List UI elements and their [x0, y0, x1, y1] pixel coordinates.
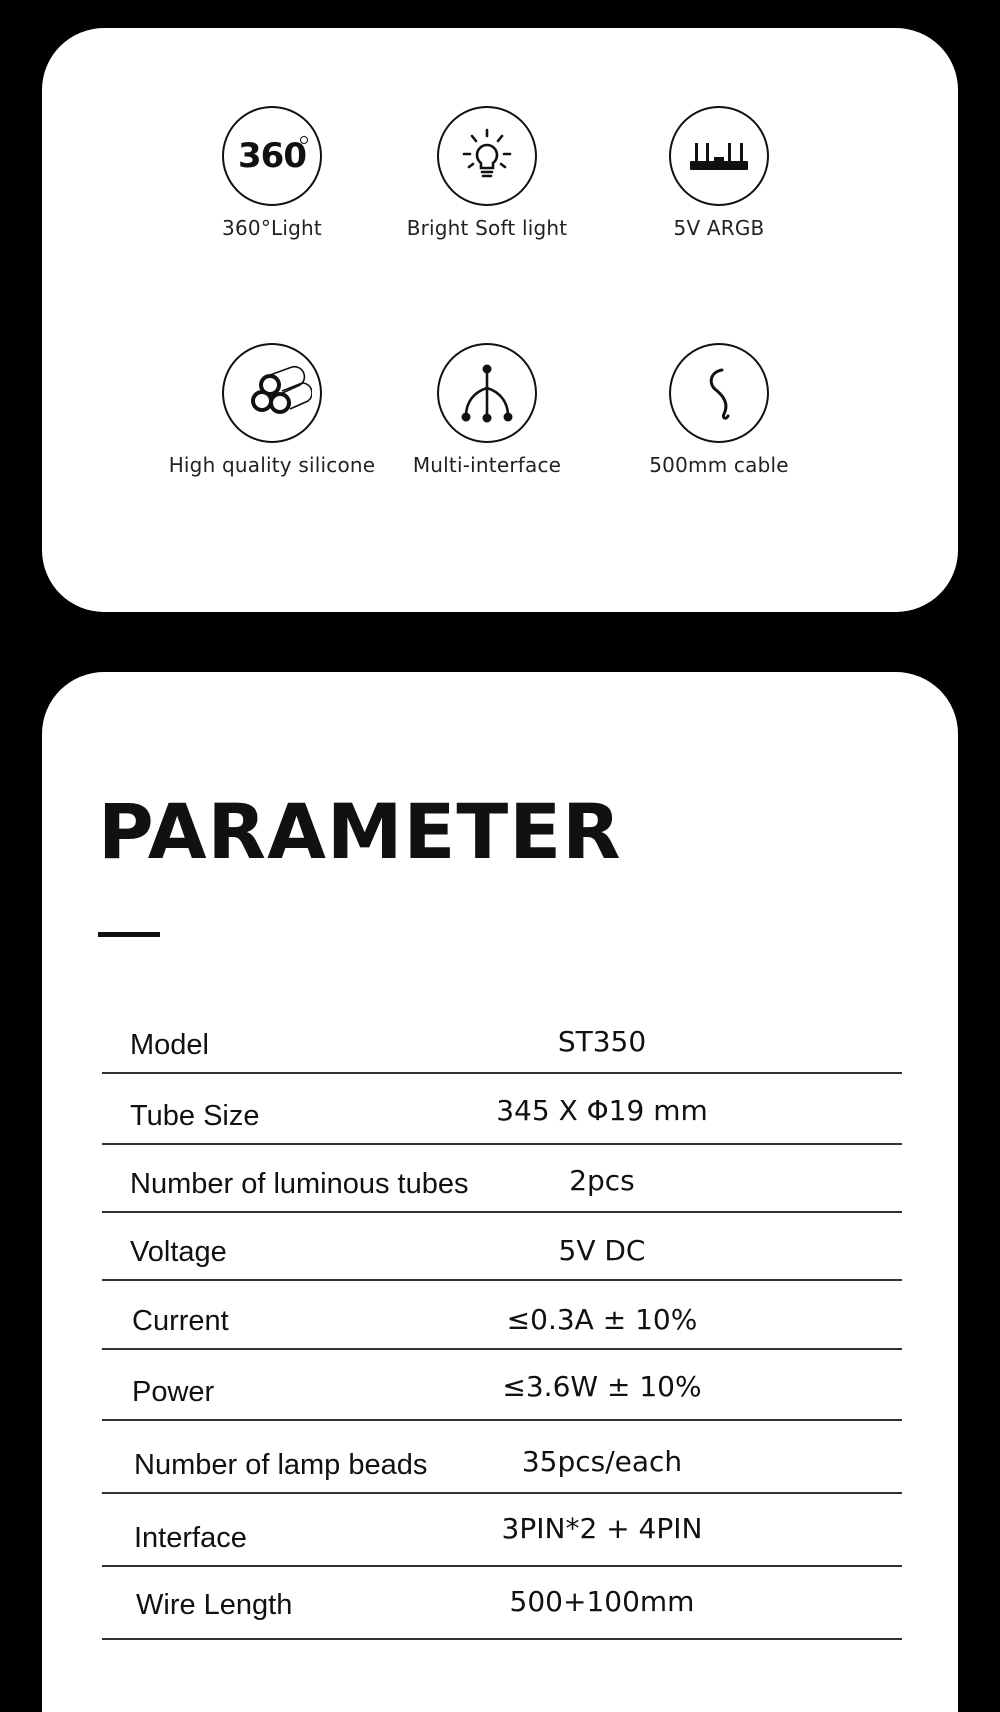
360-icon-text: 360 [238, 136, 306, 176]
param-row-tube-size [102, 1074, 902, 1145]
degree-mark [300, 136, 308, 144]
param-value: 5V DC [558, 1234, 646, 1267]
param-row-lamp-beads [102, 1421, 902, 1494]
param-label: Model [130, 1029, 209, 1061]
light-bulb-icon [437, 106, 537, 206]
param-label: Voltage [130, 1236, 227, 1268]
param-label: Current [132, 1305, 229, 1337]
feature-multi-interface [367, 343, 607, 477]
param-row-power [102, 1350, 902, 1421]
param-row-model [102, 1008, 902, 1074]
parameters-card [42, 672, 958, 1712]
cable-icon [669, 343, 769, 443]
multi-interface-icon [437, 343, 537, 443]
title-underline [98, 932, 160, 937]
param-value: ST350 [557, 1025, 647, 1058]
features-card [42, 28, 958, 612]
parameter-title: PARAMETER [98, 787, 622, 876]
feature-label: 5V ARGB [673, 216, 765, 240]
feature-label: Bright Soft light [406, 216, 568, 240]
feature-high-quality-silicone [152, 343, 392, 477]
param-row-luminous-tubes [102, 1145, 902, 1213]
param-value: 35pcs/each [521, 1445, 683, 1478]
param-value: 500+100mm [509, 1585, 695, 1618]
param-row-current [102, 1281, 902, 1350]
360-degree-icon [222, 106, 322, 206]
feature-label: 360°Light [222, 216, 322, 240]
param-label: Power [132, 1376, 215, 1408]
feature-360-light [152, 106, 392, 240]
param-value: 3PIN*2 + 4PIN [501, 1512, 703, 1545]
silicone-tubes-icon [222, 343, 322, 443]
param-value: ≤0.3A ± 10% [506, 1303, 698, 1336]
feature-500mm-cable [599, 343, 839, 477]
param-label: Wire Length [136, 1589, 293, 1621]
param-row-voltage [102, 1213, 902, 1281]
feature-label: Multi-interface [412, 453, 562, 477]
param-value: 345 X Φ19 mm [496, 1094, 708, 1127]
param-value: ≤3.6W ± 10% [502, 1370, 702, 1403]
param-label: Number of lamp beads [134, 1449, 428, 1481]
param-label: Interface [134, 1522, 247, 1554]
param-label: Number of luminous tubes [130, 1168, 469, 1200]
param-row-interface [102, 1494, 902, 1567]
parameter-table [102, 1008, 902, 1640]
feature-label: High quality silicone [168, 453, 376, 477]
feature-bright-soft-light [367, 106, 607, 240]
feature-5v-argb [599, 106, 839, 240]
param-label: Tube Size [130, 1100, 260, 1132]
feature-label: 500mm cable [649, 453, 789, 477]
param-row-wire-length [102, 1567, 902, 1640]
param-value: 2pcs [569, 1164, 635, 1197]
argb-connector-icon [669, 106, 769, 206]
